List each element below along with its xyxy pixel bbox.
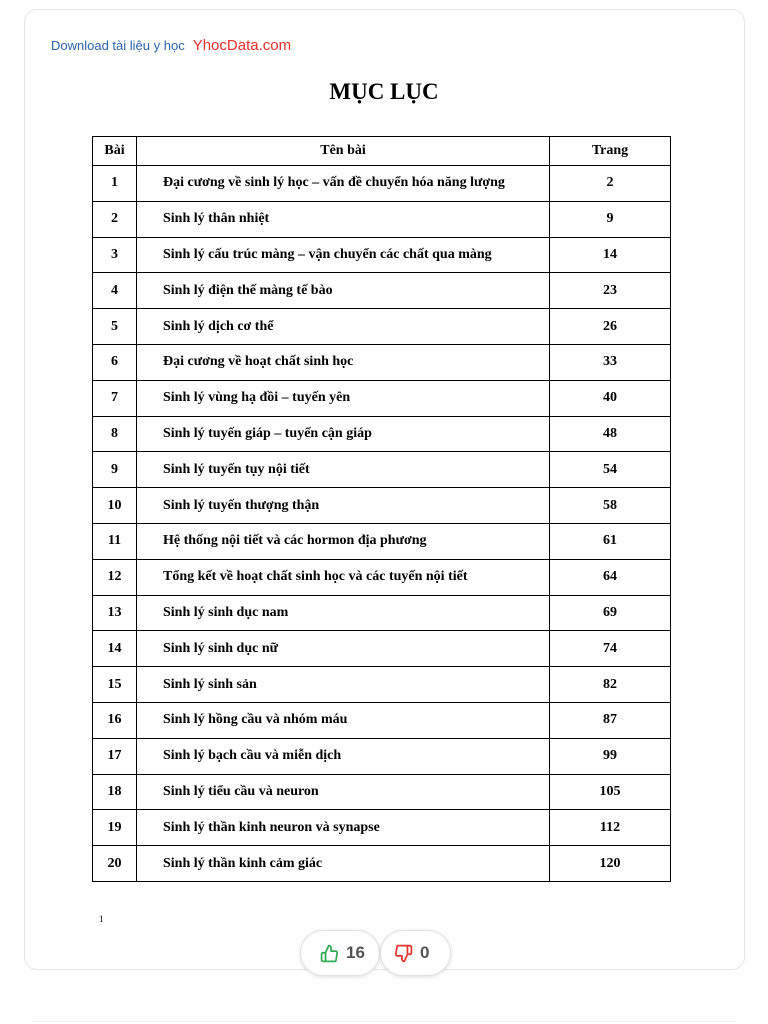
page-number: 82 — [550, 667, 671, 703]
thumbs-down-icon — [394, 944, 413, 963]
lesson-title: Sinh lý sinh dục nam — [137, 595, 550, 631]
page-number: 14 — [550, 237, 671, 273]
bottom-divider — [32, 1021, 736, 1022]
site-name-link[interactable]: YhocData.com — [192, 37, 292, 54]
toc-row — [93, 201, 671, 237]
page-number: 9 — [550, 201, 671, 237]
lesson-title: Sinh lý tuyến tụy nội tiết — [137, 452, 550, 488]
toc-row — [93, 559, 671, 595]
lesson-title: Tổng kết về hoạt chất sinh học và các tuyến nội tiết — [137, 559, 550, 595]
lesson-title: Sinh lý thần kinh neuron và synapse — [137, 810, 550, 846]
page-number: 112 — [550, 810, 671, 846]
lesson-title: Sinh lý tiểu cầu và neuron — [137, 774, 550, 810]
page-number: 40 — [550, 380, 671, 416]
toc-title: MỤC LỤC — [329, 79, 439, 104]
lesson-number: 7 — [93, 380, 137, 416]
toc-row — [93, 237, 671, 273]
lesson-number: 19 — [93, 810, 137, 846]
lesson-number: 17 — [93, 738, 137, 774]
lesson-number: 12 — [93, 559, 137, 595]
page-number: 120 — [550, 846, 671, 882]
page-number: 2 — [550, 166, 671, 202]
lesson-title: Sinh lý bạch cầu và miễn dịch — [137, 738, 550, 774]
page-footnote: 1 — [99, 914, 104, 924]
dislike-button[interactable] — [380, 930, 451, 976]
like-button[interactable] — [300, 930, 380, 976]
page-number: 69 — [550, 595, 671, 631]
toc-body — [93, 166, 671, 882]
lesson-title: Hệ thống nội tiết và các hormon địa phương — [137, 523, 550, 559]
page-number: 48 — [550, 416, 671, 452]
lesson-title: Sinh lý vùng hạ đồi – tuyến yên — [137, 380, 550, 416]
lesson-title: Sinh lý tuyến giáp – tuyến cận giáp — [137, 416, 550, 452]
lesson-number: 16 — [93, 702, 137, 738]
lesson-number: 9 — [93, 452, 137, 488]
lesson-number: 4 — [93, 273, 137, 309]
page-number: 74 — [550, 631, 671, 667]
page-number: 64 — [550, 559, 671, 595]
toc-row — [93, 416, 671, 452]
lesson-number: 13 — [93, 595, 137, 631]
lesson-title: Đại cương về hoạt chất sinh học — [137, 344, 550, 380]
lesson-title: Sinh lý sinh dục nữ — [137, 631, 550, 667]
lesson-title: Sinh lý thân nhiệt — [137, 201, 550, 237]
toc-row — [93, 702, 671, 738]
page-number: 26 — [550, 309, 671, 345]
toc-row — [93, 523, 671, 559]
page-number: 105 — [550, 774, 671, 810]
page-number: 58 — [550, 488, 671, 524]
toc-row — [93, 774, 671, 810]
lesson-number: 10 — [93, 488, 137, 524]
toc-row — [93, 595, 671, 631]
column-header-lesson: Bài — [93, 137, 137, 166]
toc-row — [93, 667, 671, 703]
lesson-number: 1 — [93, 166, 137, 202]
toc-row — [93, 452, 671, 488]
lesson-title: Sinh lý điện thế màng tế bào — [137, 273, 550, 309]
lesson-number: 5 — [93, 309, 137, 345]
lesson-title: Sinh lý hồng cầu và nhóm máu — [137, 702, 550, 738]
toc-row — [93, 738, 671, 774]
thumbs-up-icon — [320, 944, 339, 963]
toc-row — [93, 380, 671, 416]
toc-row — [93, 309, 671, 345]
toc-row — [93, 846, 671, 882]
lesson-title: Sinh lý dịch cơ thể — [137, 309, 550, 345]
column-header-title: Tên bài — [137, 137, 550, 166]
dislike-count: 0 — [420, 943, 430, 962]
toc-header-row — [93, 137, 671, 166]
toc-header — [93, 137, 671, 166]
toc-row — [93, 166, 671, 202]
lesson-number: 2 — [93, 201, 137, 237]
lesson-title: Đại cương về sinh lý học – vấn đề chuyển hóa năng lượng — [137, 166, 550, 202]
lesson-number: 11 — [93, 523, 137, 559]
source-header — [51, 37, 291, 55]
toc-table — [92, 136, 671, 882]
page-number: 23 — [550, 273, 671, 309]
column-header-page: Trang — [550, 137, 671, 166]
download-docs-link[interactable]: Download tài liệu y học — [51, 38, 185, 53]
lesson-number: 14 — [93, 631, 137, 667]
toc-row — [93, 488, 671, 524]
toc-row — [93, 810, 671, 846]
lesson-title: Sinh lý tuyến thượng thận — [137, 488, 550, 524]
toc-row — [93, 273, 671, 309]
lesson-number: 8 — [93, 416, 137, 452]
lesson-number: 18 — [93, 774, 137, 810]
lesson-number: 15 — [93, 667, 137, 703]
page-number: 54 — [550, 452, 671, 488]
toc-row — [93, 344, 671, 380]
lesson-title: Sinh lý thần kinh cảm giác — [137, 846, 550, 882]
lesson-number: 3 — [93, 237, 137, 273]
lesson-number: 20 — [93, 846, 137, 882]
lesson-title: Sinh lý sinh sản — [137, 667, 550, 703]
toc-row — [93, 631, 671, 667]
page-number: 61 — [550, 523, 671, 559]
like-count: 16 — [346, 943, 365, 962]
page-number: 99 — [550, 738, 671, 774]
lesson-title: Sinh lý cấu trúc màng – vận chuyển các chất qua màng — [137, 237, 550, 273]
page-number: 33 — [550, 344, 671, 380]
page-number: 87 — [550, 702, 671, 738]
lesson-number: 6 — [93, 344, 137, 380]
